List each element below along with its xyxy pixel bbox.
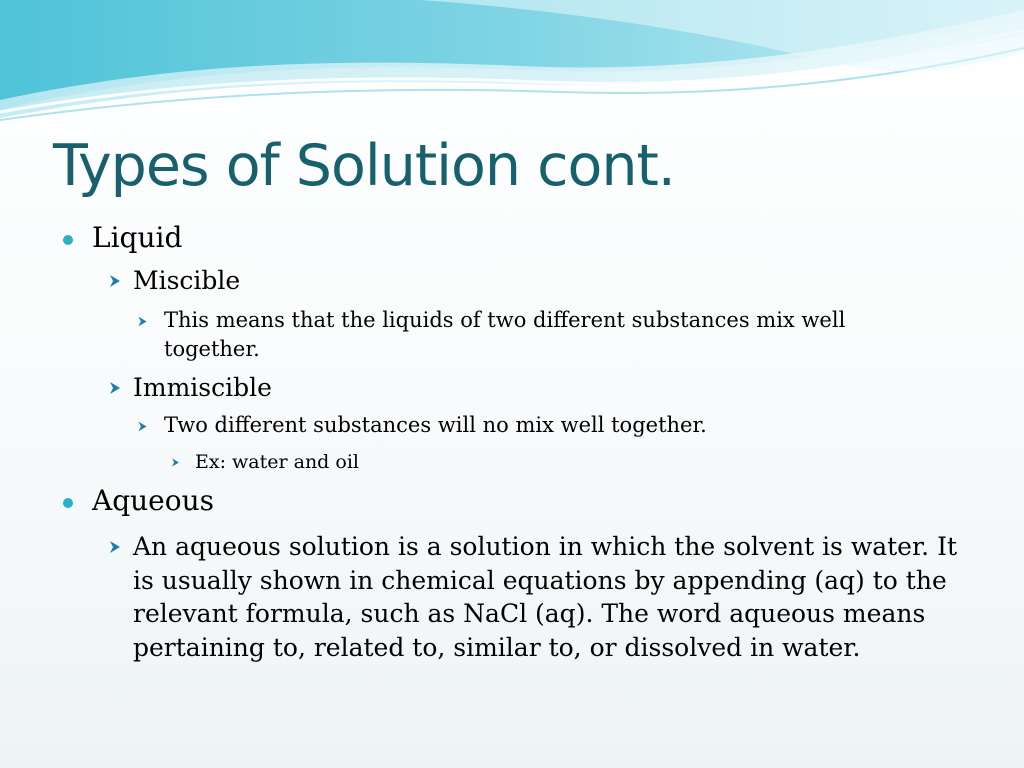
bullet-item-liquid: Liquid <box>92 221 183 254</box>
arrow-bullet-icon <box>170 457 181 468</box>
bullet-dot-icon <box>63 498 73 508</box>
arrow-bullet-icon <box>136 420 149 433</box>
arrow-bullet-icon <box>107 380 123 396</box>
arrow-bullet-icon <box>107 539 123 555</box>
bullet-item-immiscible-description: Two different substances will no mix well together. <box>164 413 707 437</box>
bullet-item-miscible-description: This means that the liquids of two different substances mix well together. <box>164 308 846 361</box>
bullet-dot-icon <box>63 235 73 245</box>
bullet-item-immiscible: Immiscible <box>133 373 272 402</box>
bullet-item-miscible: Miscible <box>133 266 241 295</box>
slide-title: Types of Solution cont. <box>53 133 675 199</box>
bullet-item-aqueous-description: An aqueous solution is a solution in which the solvent is water. It is usually shown in chemical equations by appending (aq) to the relevant formula, such as NaCl (aq). The word aqueous means pertaining to, related to, similar to, or dissolved in water. <box>133 532 957 662</box>
bullet-item-example: Ex: water and oil <box>195 451 359 473</box>
bullet-item-aqueous: Aqueous <box>92 484 215 517</box>
arrow-bullet-icon <box>136 315 149 328</box>
arrow-bullet-icon <box>107 273 123 289</box>
